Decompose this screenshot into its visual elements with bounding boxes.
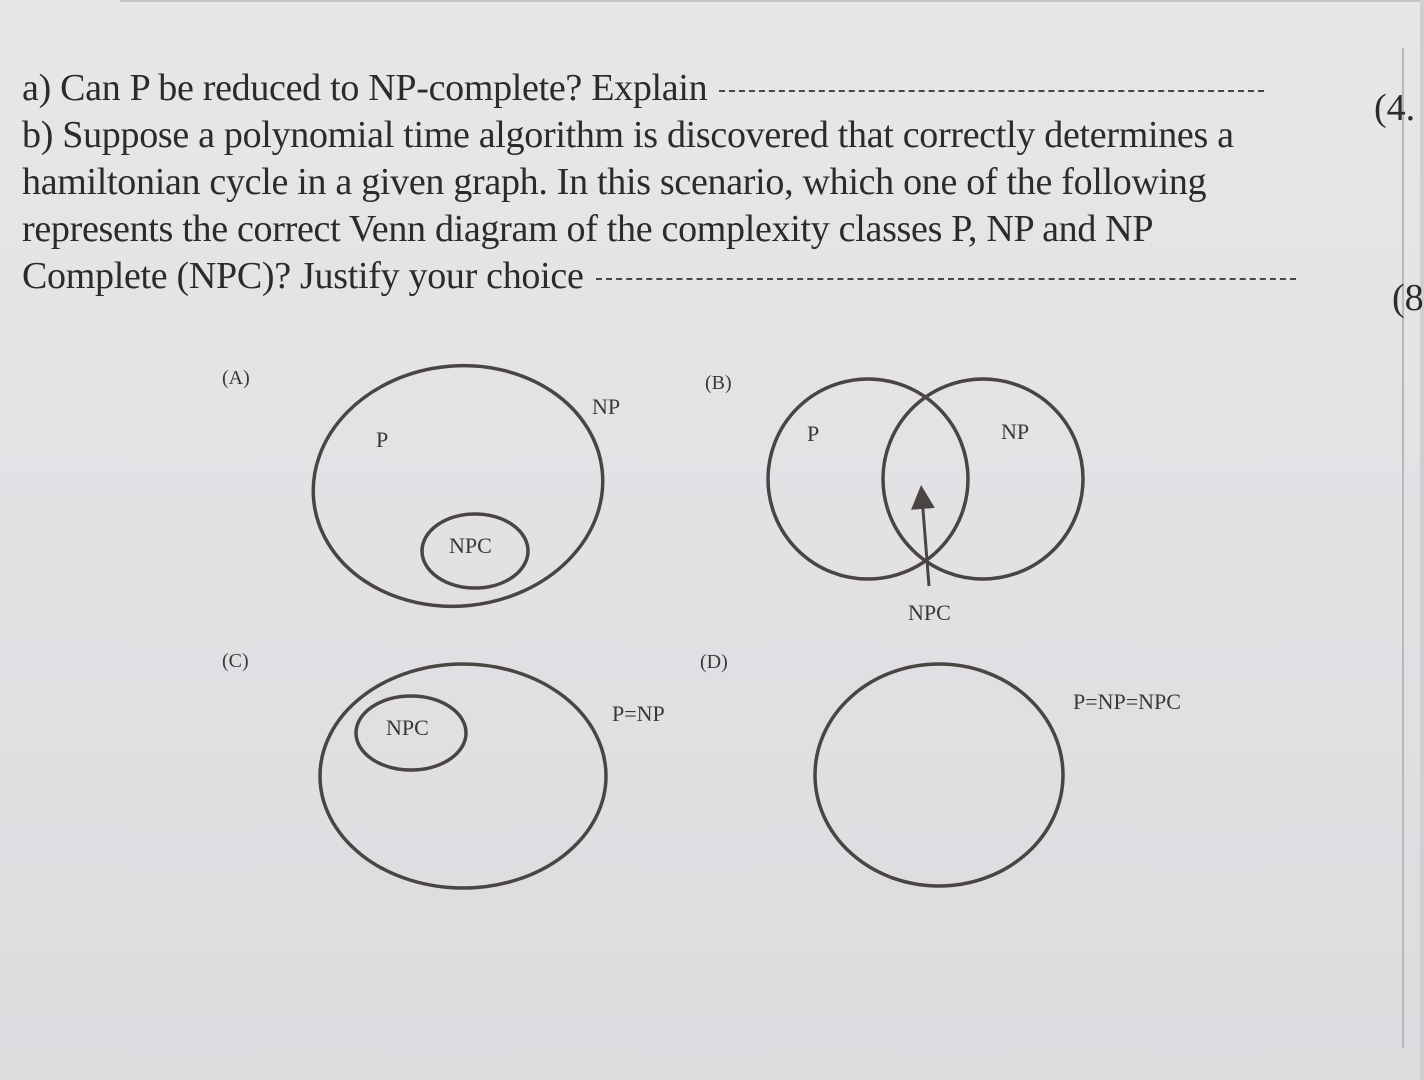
question-part-b-line-3: represents the correct Venn diagram of the complexity classes P, NP and NP xyxy=(22,208,1154,250)
np-circle xyxy=(883,379,1083,579)
np-circle xyxy=(301,352,614,621)
p-equals-np-circle xyxy=(320,664,606,888)
p-np-npc-circle xyxy=(815,664,1063,886)
np-label: NP xyxy=(1001,419,1030,444)
question-part-b-line-4-text: Complete (NPC)? Justify your choice xyxy=(22,255,584,297)
question-part-b-line-1: b) Suppose a polynomial time algorithm is discovered that correctly determines a xyxy=(22,114,1234,156)
option-b-label: (B) xyxy=(705,372,732,394)
option-c-label: (C) xyxy=(222,650,249,672)
option-d-label: (D) xyxy=(700,651,728,673)
question-part-a-text: a) Can P be reduced to NP-complete? Explain xyxy=(22,67,708,109)
npc-label: NPC xyxy=(449,533,492,558)
npc-pointer-arrow xyxy=(922,497,929,586)
p-label: P xyxy=(807,421,820,446)
part-a-marks: (4. xyxy=(1374,87,1416,129)
option-b-diagram xyxy=(705,372,1083,625)
p-equals-np-label: P=NP xyxy=(612,701,665,726)
option-d-diagram xyxy=(700,651,1181,886)
npc-label: NPC xyxy=(386,715,429,740)
npc-label: NPC xyxy=(908,600,951,625)
option-a-diagram xyxy=(222,352,620,621)
p-np-npc-label: P=NP=NPC xyxy=(1073,689,1181,714)
option-c-diagram xyxy=(222,650,665,888)
question-part-b-line-2: hamiltonian cycle in a given graph. In this scenario, which one of the following xyxy=(22,161,1207,203)
np-label: NP xyxy=(592,394,621,419)
p-circle xyxy=(768,379,968,579)
option-a-label: (A) xyxy=(222,367,250,389)
part-b-marks: (8 xyxy=(1392,277,1424,319)
p-label: P xyxy=(376,427,389,452)
